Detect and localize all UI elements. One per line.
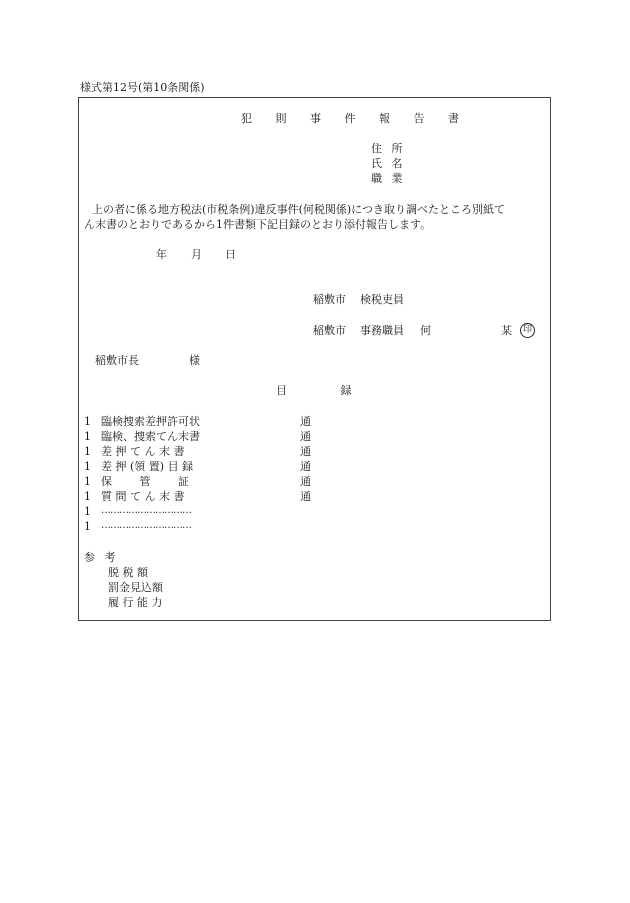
inventory-count: 1 (84, 505, 91, 518)
inventory-unit: 通 (300, 415, 311, 428)
inventory-item-name: ………………………… (101, 520, 191, 531)
inventory-unit: 通 (300, 430, 311, 443)
inventory-unit: 通 (300, 460, 311, 473)
form-number-label: 様式第12号(第10条関係) (80, 81, 205, 94)
address-label: 住 所 (371, 142, 406, 155)
report-title: 犯 則 事 件 報 告 書 (241, 112, 469, 125)
body-text-line-1: 上の者に係る地方税法(市税条例)違反事件(何税関係)につき取り調べたところ別紙て (92, 203, 505, 216)
date-year: 年 (156, 248, 167, 261)
clerk-title: 事務職員 (360, 324, 404, 337)
inventory-count: 1 (84, 475, 91, 488)
name-label: 氏 名 (371, 157, 406, 170)
inventory-count: 1 (84, 460, 91, 473)
inventory-item-name: 臨検捜索差押許可状 (101, 415, 200, 428)
inventory-item-name: ………………………… (101, 505, 191, 516)
inventory-heading: 目 録 (276, 384, 352, 397)
inventory-count: 1 (84, 430, 91, 443)
inspector-title: 検税吏員 (360, 293, 404, 306)
inventory-unit: 通 (300, 475, 311, 488)
body-text-line-2: ん末書のとおりであるから1件書類下記目録のとおり添付報告します。 (84, 218, 432, 231)
report-frame (78, 97, 551, 621)
inspector-city: 稲敷市 (313, 293, 346, 306)
addressee-honorific: 様 (189, 354, 200, 367)
inventory-item-name: 差 押 (領 置) 目 録 (101, 460, 194, 473)
inventory-item-name: 保 管 証 (101, 475, 189, 488)
clerk-name-family: 某 (501, 324, 512, 337)
seal-mark: 印 (520, 323, 535, 338)
inventory-item-name: 差 押 て ん 末 書 (101, 445, 185, 458)
inventory-item-name: 質 問 て ん 末 書 (101, 490, 185, 503)
reference-heading: 参 考 (84, 551, 116, 564)
date-day: 日 (225, 248, 236, 261)
clerk-name-given: 何 (420, 324, 431, 337)
inventory-count: 1 (84, 445, 91, 458)
inventory-count: 1 (84, 520, 91, 533)
addressee-name: 稲敷市長 (95, 354, 139, 367)
reference-item: 罰金見込額 (108, 581, 163, 594)
reference-item: 脱 税 額 (108, 566, 148, 579)
reference-item: 履 行 能 力 (108, 596, 163, 609)
inventory-count: 1 (84, 415, 91, 428)
inventory-unit: 通 (300, 445, 311, 458)
inventory-item-name: 臨検、捜索てん末書 (101, 430, 200, 443)
inventory-unit: 通 (300, 490, 311, 503)
occupation-label: 職 業 (371, 172, 406, 185)
clerk-city: 稲敷市 (313, 324, 346, 337)
date-month: 月 (191, 248, 202, 261)
inventory-count: 1 (84, 490, 91, 503)
